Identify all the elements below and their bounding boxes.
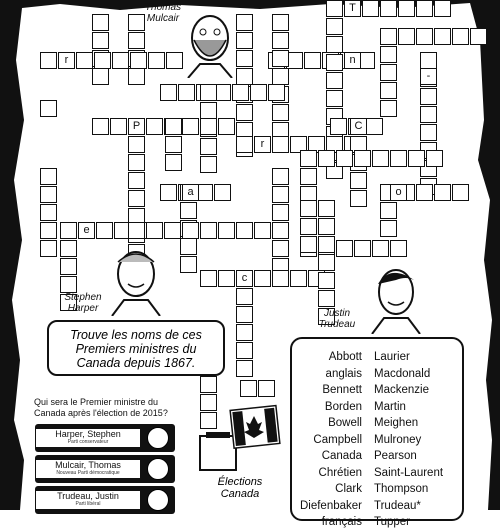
prefilled-letter: P [132, 120, 141, 132]
crossword-cell[interactable] [420, 88, 437, 105]
mulcair-portrait [180, 10, 240, 78]
crossword-cell-prefilled[interactable] [78, 222, 95, 239]
word-list-item: Abbott [328, 351, 362, 363]
crossword-cell[interactable] [420, 106, 437, 123]
crossword-cell[interactable] [165, 154, 182, 171]
crossword-cell[interactable] [165, 118, 182, 135]
crossword-cell[interactable] [300, 150, 317, 167]
crossword-cell[interactable] [130, 52, 147, 69]
crossword-cell[interactable] [92, 118, 109, 135]
crossword-cell[interactable] [180, 256, 197, 273]
word-list-item: Thompson [374, 483, 429, 495]
word-list-item: Chrétien [318, 466, 362, 479]
crossword-cell[interactable] [390, 150, 407, 167]
crossword-cell[interactable] [236, 342, 253, 359]
crossword-cell[interactable] [318, 254, 335, 271]
crossword-cell[interactable] [200, 118, 217, 135]
crossword-cell[interactable] [408, 150, 425, 167]
crossword-cell[interactable] [178, 84, 195, 101]
crossword-cell[interactable] [452, 28, 469, 45]
crossword-cell-prefilled[interactable] [128, 118, 145, 135]
crossword-cell[interactable] [380, 100, 397, 117]
prefilled-letter: r [64, 54, 69, 66]
crossword-cell[interactable] [128, 136, 145, 153]
crossword-cell[interactable] [372, 240, 389, 257]
crossword-cell[interactable] [272, 270, 289, 287]
crossword-cell[interactable] [362, 0, 379, 17]
elections-caption: Élections Canada [217, 476, 263, 500]
word-list-item: Mulroney [374, 433, 422, 446]
crossword-cell[interactable] [92, 14, 109, 31]
crossword-cell[interactable] [272, 168, 289, 185]
crossword-cell[interactable] [318, 236, 335, 253]
crossword-cell[interactable] [318, 272, 335, 289]
crossword-cell[interactable] [416, 184, 433, 201]
crossword-cell[interactable] [350, 172, 367, 189]
crossword-cell[interactable] [354, 150, 371, 167]
crossword-cell[interactable] [200, 102, 217, 119]
crossword-cell[interactable] [318, 150, 335, 167]
trudeau-portrait [366, 262, 428, 334]
crossword-cell[interactable] [318, 200, 335, 217]
crossword-cell[interactable] [218, 222, 235, 239]
crossword-cell[interactable] [182, 222, 199, 239]
ballot-question: Qui sera le Premier ministre du Canada après l'élection de 2015? [34, 397, 168, 418]
vote-circle[interactable] [147, 489, 169, 511]
crossword-cell-prefilled[interactable] [182, 184, 199, 201]
crossword-cell[interactable] [258, 380, 275, 397]
crossword-cell[interactable] [268, 84, 285, 101]
prefilled-letter: r [260, 138, 265, 150]
crossword-cell[interactable] [236, 136, 253, 153]
crossword-cell[interactable] [470, 28, 487, 45]
word-list-item: Macdonald [374, 367, 431, 380]
crossword-cell[interactable] [272, 32, 289, 49]
crossword-cell[interactable] [60, 222, 77, 239]
crossword-cell[interactable] [92, 68, 109, 85]
crossword-cell[interactable] [60, 258, 77, 275]
prefilled-letter: a [187, 186, 194, 198]
crossword-cell[interactable] [148, 52, 165, 69]
crossword-cell[interactable] [366, 118, 383, 135]
prefilled-letter: T [349, 2, 356, 14]
crossword-cell-prefilled[interactable] [254, 136, 271, 153]
crossword-cell[interactable] [92, 32, 109, 49]
crossword-cell[interactable] [214, 184, 231, 201]
crossword-cell[interactable] [336, 240, 353, 257]
crossword-cell[interactable] [272, 68, 289, 85]
crossword-cell[interactable] [254, 270, 271, 287]
crossword-cell[interactable] [110, 118, 127, 135]
crossword-cell[interactable] [434, 28, 451, 45]
crossword-cell[interactable] [160, 84, 177, 101]
word-list-item: anglais [325, 367, 362, 380]
crossword-cell[interactable] [420, 124, 437, 141]
crossword-cell[interactable] [164, 222, 181, 239]
crossword-cell[interactable] [160, 184, 177, 201]
crossword-cell[interactable] [380, 220, 397, 237]
crossword-cell[interactable] [336, 150, 353, 167]
crossword-cell[interactable] [272, 104, 289, 121]
crossword-cell[interactable] [326, 54, 343, 71]
word-list-item: Pearson [374, 450, 417, 462]
candidate-name: Trudeau, Justin [57, 491, 119, 501]
crossword-cell[interactable] [326, 90, 343, 107]
crossword-cell[interactable] [40, 186, 57, 203]
crossword-cell[interactable] [128, 32, 145, 49]
word-list-item: Laurier [374, 351, 410, 363]
word-list-item: Mackenzie [374, 384, 429, 396]
crossword-cell[interactable] [326, 18, 343, 35]
ballot-box-illustration [192, 402, 288, 476]
harper-portrait [106, 246, 166, 316]
crossword-cell-prefilled[interactable] [420, 68, 437, 85]
crossword-cell-prefilled[interactable] [344, 52, 361, 69]
crossword-cell[interactable] [326, 0, 343, 17]
crossword-cell[interactable] [182, 118, 199, 135]
crossword-cell-prefilled[interactable] [236, 270, 253, 287]
crossword-cell[interactable] [398, 28, 415, 45]
word-list-item: Bennett [322, 384, 362, 396]
crossword-cell[interactable] [236, 288, 253, 305]
crossword-cell[interactable] [272, 204, 289, 221]
crossword-cell[interactable] [40, 52, 57, 69]
crossword-cell[interactable] [398, 0, 415, 17]
word-list-item: Diefenbaker [299, 499, 362, 512]
mulcair-caption: Thomas Mulcair [144, 2, 182, 24]
word-list-item: Saint-Laurent [374, 466, 444, 479]
word-list-item: Campbell [313, 433, 362, 446]
crossword-cell[interactable] [416, 28, 433, 45]
crossword-cell[interactable] [200, 156, 217, 173]
candidate-name: Harper, Stephen [55, 429, 121, 439]
crossword-cell[interactable] [318, 218, 335, 235]
candidate-party: Parti conservateur [67, 439, 109, 445]
crossword-cell[interactable] [146, 222, 163, 239]
crossword-cell[interactable] [254, 222, 271, 239]
prefilled-letter: c [241, 272, 248, 284]
crossword-cell[interactable] [165, 136, 182, 153]
ballot-candidates [35, 424, 175, 517]
crossword-cell[interactable] [426, 150, 443, 167]
harper-caption: Stephen Harper [64, 292, 102, 314]
prefilled-letter: e [83, 224, 90, 236]
crossword-cell[interactable] [128, 154, 145, 171]
crossword-cell[interactable] [146, 118, 163, 135]
crossword-cell[interactable] [232, 84, 249, 101]
crossword-cell[interactable] [240, 380, 257, 397]
crossword-cell[interactable] [390, 240, 407, 257]
word-list-box [290, 337, 464, 528]
crossword-cell[interactable] [330, 118, 347, 135]
crossword-cell[interactable] [236, 360, 253, 377]
crossword-cell[interactable] [200, 138, 217, 155]
crossword-cell[interactable] [40, 100, 57, 117]
vote-circle[interactable] [147, 427, 169, 449]
crossword-cell[interactable] [128, 172, 145, 189]
crossword-cell[interactable] [236, 104, 253, 121]
candidate-party: Nouveau Parti démocratique [56, 470, 120, 476]
crossword-cell[interactable] [94, 52, 111, 69]
crossword-cell[interactable] [380, 64, 397, 81]
crossword-cell-prefilled[interactable] [58, 52, 75, 69]
word-list-item: Clark [335, 483, 362, 495]
crossword-cell[interactable] [434, 0, 451, 17]
word-list-col-2 [374, 349, 443, 531]
crossword-cell[interactable] [372, 150, 389, 167]
crossword-cell[interactable] [112, 52, 129, 69]
crossword-cell[interactable] [250, 84, 267, 101]
crossword-cell[interactable] [200, 270, 217, 287]
crossword-cell[interactable] [350, 190, 367, 207]
crossword-cell[interactable] [272, 14, 289, 31]
crossword-cell[interactable] [40, 204, 57, 221]
prefilled-letter: C [354, 120, 363, 132]
crossword-cell[interactable] [326, 36, 343, 53]
word-list-item: Canada [321, 450, 362, 462]
crossword-cell[interactable] [40, 222, 57, 239]
crossword-cell[interactable] [218, 118, 235, 135]
crossword-cell[interactable] [96, 222, 113, 239]
crossword-cell[interactable] [60, 240, 77, 257]
candidate-name: Mulcair, Thomas [55, 460, 121, 470]
word-list-col-1 [300, 349, 362, 531]
crossword-cell[interactable] [272, 240, 289, 257]
instructions-text: Trouve les noms de ces Premiers ministres du Canada depuis 1867. [70, 328, 202, 370]
word-list-item: Tupper [374, 516, 411, 528]
crossword-cell[interactable] [40, 240, 57, 257]
candidate-party: Parti libéral [75, 501, 101, 507]
word-list-item: français [321, 516, 362, 528]
crossword-cell[interactable] [354, 240, 371, 257]
vote-circle[interactable] [147, 458, 169, 480]
crossword-cell[interactable] [128, 222, 145, 239]
crossword-cell[interactable] [380, 46, 397, 63]
crossword-cell[interactable] [180, 238, 197, 255]
crossword-cell[interactable] [318, 290, 335, 307]
crossword-cell[interactable] [300, 236, 317, 253]
crossword-cell[interactable] [326, 72, 343, 89]
crossword-cell[interactable] [236, 324, 253, 341]
crossword-cell-prefilled[interactable] [344, 0, 361, 17]
crossword-cell[interactable] [300, 168, 317, 185]
crossword-cell[interactable] [40, 168, 57, 185]
crossword-cell[interactable] [128, 68, 145, 85]
prefilled-letter: o [395, 186, 402, 198]
crossword-cell-prefilled[interactable] [350, 118, 367, 135]
prefilled-letter: - [426, 70, 431, 82]
crossword-cell[interactable] [272, 50, 289, 67]
crossword-cell[interactable] [300, 200, 317, 217]
crossword-cell[interactable] [218, 270, 235, 287]
crossword-cell[interactable] [380, 28, 397, 45]
crossword-cell[interactable] [290, 270, 307, 287]
crossword-cell[interactable] [180, 202, 197, 219]
crossword-cell[interactable] [416, 0, 433, 17]
crossword-cell[interactable] [380, 202, 397, 219]
candidate-row[interactable] [35, 424, 175, 452]
crossword-cell[interactable] [272, 222, 289, 239]
candidate-row[interactable] [35, 455, 175, 483]
crossword-cell[interactable] [380, 82, 397, 99]
crossword-cell-prefilled[interactable] [390, 184, 407, 201]
crossword-cell[interactable] [128, 190, 145, 207]
crossword-cell[interactable] [60, 276, 77, 293]
crossword-cell[interactable] [452, 184, 469, 201]
crossword-cell[interactable] [272, 136, 289, 153]
word-list-item: Martin [374, 400, 406, 413]
instructions-box [47, 320, 225, 376]
crossword-cell[interactable] [434, 184, 451, 201]
crossword-cell[interactable] [76, 52, 93, 69]
crossword-cell[interactable] [420, 52, 437, 69]
crossword-cell[interactable] [236, 306, 253, 323]
prefilled-letter: n [349, 54, 356, 66]
crossword-cell[interactable] [380, 0, 397, 17]
crossword-cell[interactable] [200, 84, 217, 101]
crossword-cell[interactable] [236, 222, 253, 239]
word-list-item: Bowell [328, 417, 362, 429]
trudeau-caption: Justin Trudeau [318, 308, 356, 330]
crossword-cell[interactable] [200, 222, 217, 239]
crossword-cell[interactable] [304, 52, 321, 69]
crossword-cell[interactable] [200, 376, 217, 393]
word-list-item: Meighen [374, 417, 419, 429]
crossword-cell[interactable] [300, 218, 317, 235]
crossword-cell[interactable] [272, 186, 289, 203]
word-list-item: Borden [324, 400, 362, 413]
word-list-item: Trudeau* [374, 499, 421, 512]
